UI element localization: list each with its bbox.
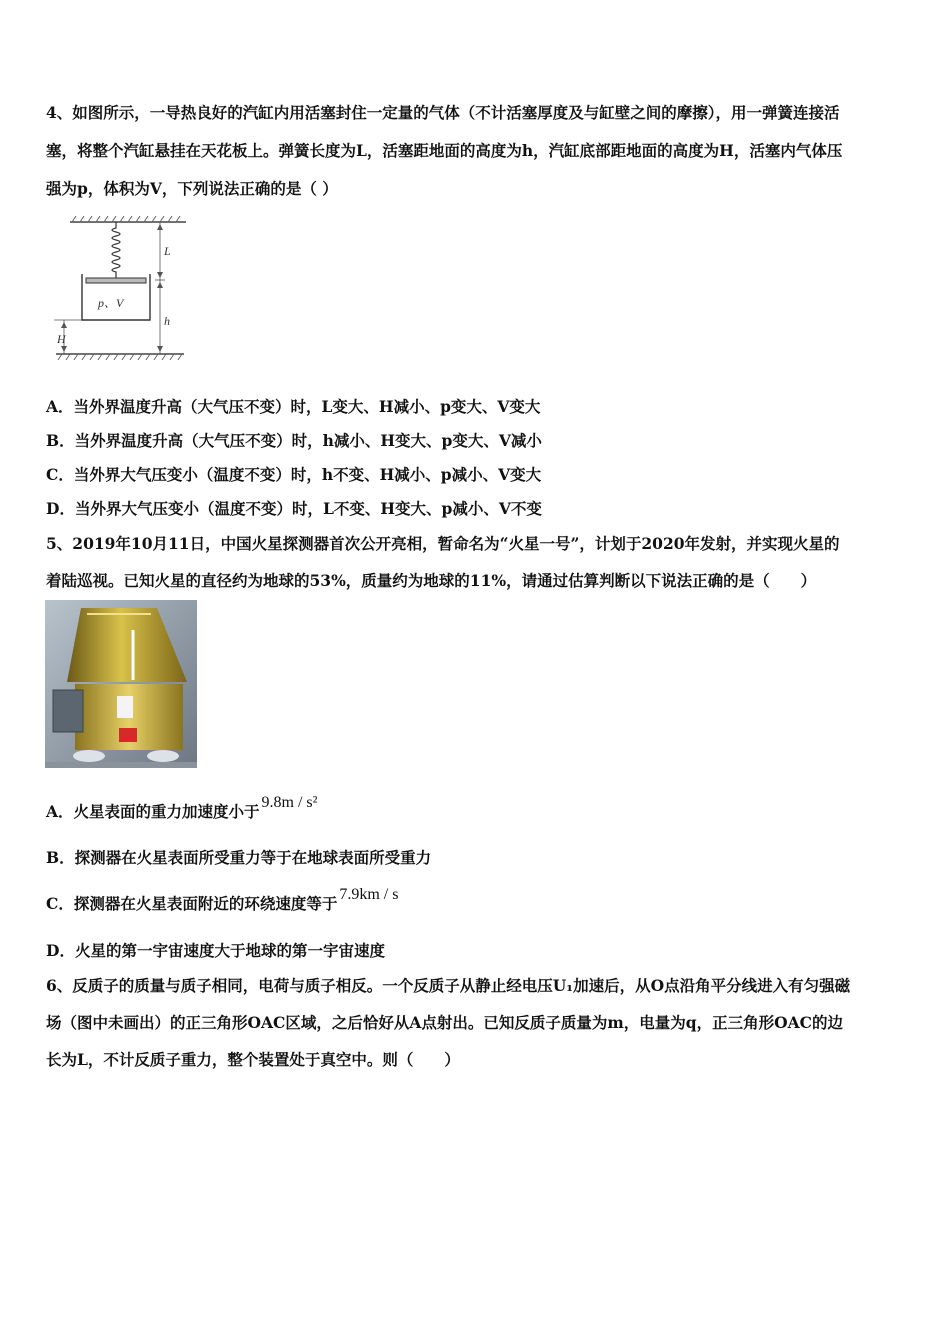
q5-option-c-formula: 7.9km / s [339, 886, 399, 903]
mars-probe-photo [45, 600, 197, 768]
q6-stem-line-1: 6、反质子的质量与质子相同，电荷与质子相反。一个反质子从静止经电压U₁加速后，从O点沿角平分线进入有匀强磁 [46, 976, 851, 995]
q6-stem-line-2: 场（图中未画出）的正三角形OAC区域，之后恰好从A点射出。已知反质子质量为m，电量为q，正三角形OAC的边 [46, 1013, 843, 1032]
q5-option-a [46, 794, 318, 822]
q5-stem-line-2: 着陆巡视。已知火星的直径约为地球的53%，质量约为地球的11%，请通过估算判断以下说法正确的是（ ） [46, 571, 817, 590]
label-L: L [164, 244, 171, 258]
q5-stem-line-1: 5、2019年10月11日，中国火星探测器首次公开亮相，暂命名为“火星一号”，计划于2020年发射，并实现火星的 [46, 534, 840, 553]
q4-option-c: C．当外界大气压变小（温度不变）时，h不变、H减小、p减小、V变大 [46, 465, 542, 484]
label-h: h [164, 314, 170, 328]
q4-option-d: D．当外界大气压变小（温度不变）时，L不变、H变大、p减小、V不变 [46, 499, 542, 518]
q5-option-b: B．探测器在火星表面所受重力等于在地球表面所受重力 [46, 848, 432, 867]
q4-option-a: A．当外界温度升高（大气压不变）时，L变大、H减小、p变大、V变大 [46, 397, 541, 416]
q4-stem-line-2: 塞，将整个汽缸悬挂在天花板上。弹簧长度为L，活塞距地面的高度为h，汽缸底部距地面的高度为H，活塞内气体压 [46, 141, 843, 160]
q5-option-d: D．火星的第一宇宙速度大于地球的第一宇宙速度 [46, 941, 385, 960]
q4-option-b: B．当外界温度升高（大气压不变）时，h减小、H变大、p变大、V减小 [46, 431, 542, 450]
q4-stem-line-3: 强为p，体积为V，下列说法正确的是（ ） [46, 179, 338, 198]
label-pV: p、V [98, 296, 124, 310]
label-H: H [57, 332, 66, 346]
q5-option-c [46, 886, 399, 914]
q4-stem-line-1: 4、如图所示，一导热良好的汽缸内用活塞封住一定量的气体（不计活塞厚度及与缸壁之间的摩擦），用一弹簧连接活 [46, 103, 840, 122]
cylinder-spring-figure [52, 212, 188, 362]
q5-option-a-formula: 9.8m / s² [261, 794, 318, 811]
q6-stem-line-3: 长为L，不计反质子重力，整个装置处于真空中。则（ ） [46, 1050, 460, 1069]
q5-option-c-text: C．探测器在火星表面附近的环绕速度等于 [46, 894, 338, 913]
q5-option-a-text: A．火星表面的重力加速度小于 [46, 802, 260, 821]
